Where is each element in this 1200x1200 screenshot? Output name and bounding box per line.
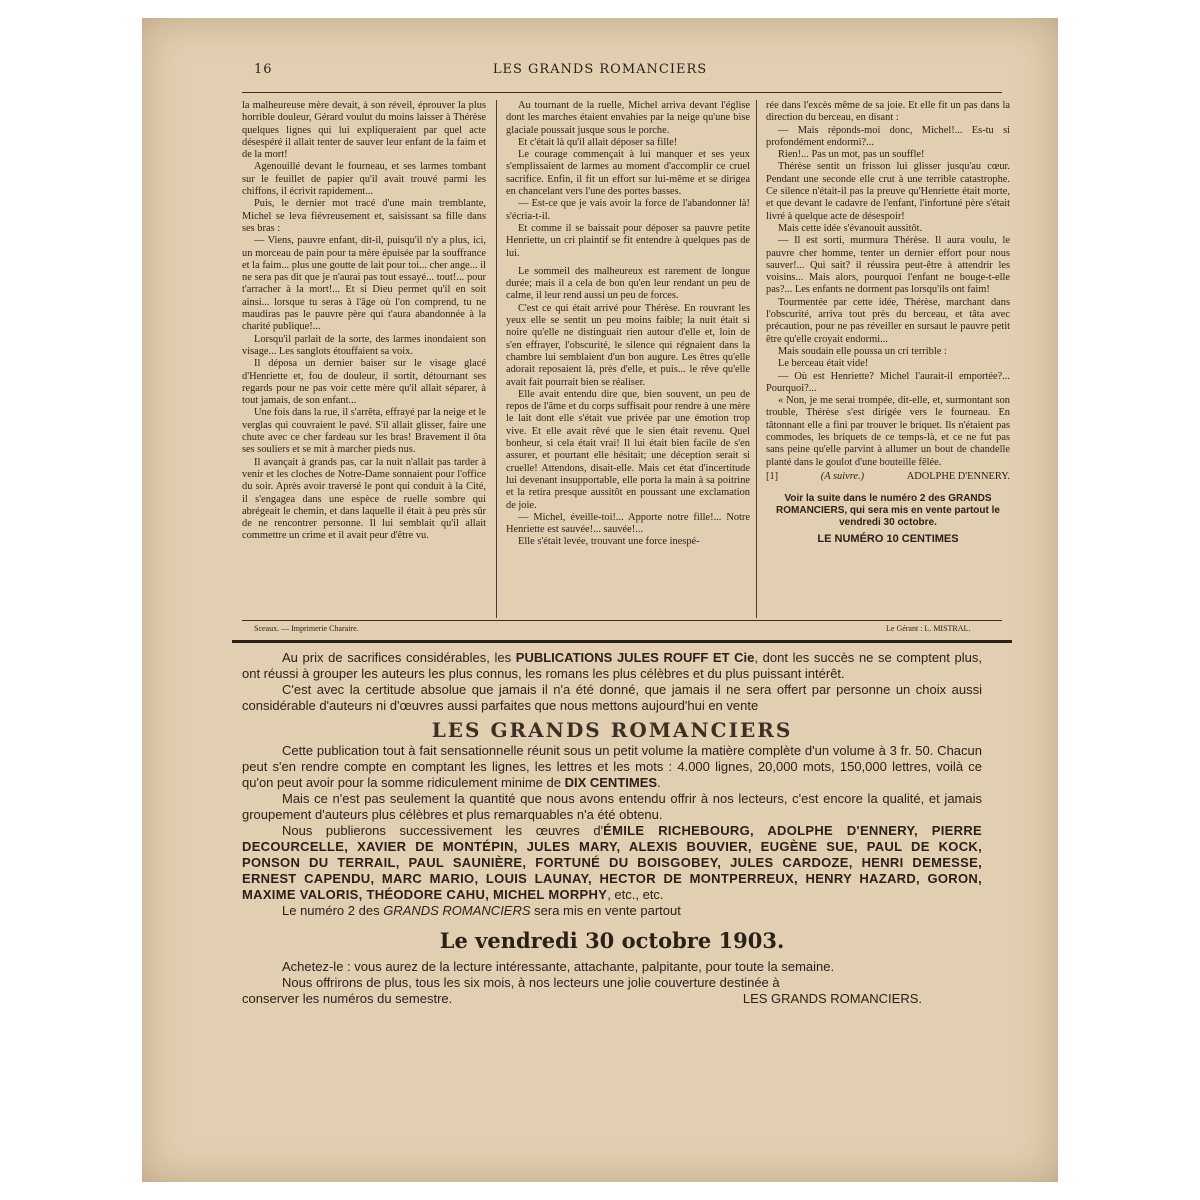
printer-imprint: Sceaux. — Imprimerie Charaire.	[254, 624, 359, 633]
paragraph: rée dans l'excès même de sa joie. Et elle fit un pas dans la direction du berceau, en disant :	[766, 100, 1010, 124]
paragraph: Le sommeil des malheureux est rarement de longue durée; mais il a cela de bon qu'en leur rendant un peu de calme, il leur rend aussi un peu de forces.	[506, 265, 750, 302]
manager-imprint: Le Gérant : L. MISTRAL.	[886, 624, 971, 633]
next-issue-notice: Voir la suite dans le numéro 2 des GRANDS ROMANCIERS, qui sera mis en vente partout le vendredi 30 octobre.	[776, 493, 1000, 529]
to-follow-note: (A suivre.)	[820, 470, 865, 482]
ad-text: Le numéro 2 des	[282, 903, 384, 918]
story-signature	[766, 471, 1010, 483]
paragraph: Elle s'était levée, trouvant une force inespé-	[518, 536, 700, 548]
paragraph: — Michel, éveille-toi!... Apporte notre fille!... Notre Henriette est sauvée!... sauvée!...	[506, 511, 750, 536]
column-divider	[496, 100, 497, 618]
paragraph: Il déposa un dernier baiser sur le visage glacé d'Henriette et, fou de douleur, il sortit, détournant ses regards pour ne pas voir cette mère qu'il allait séparer, à tout jamais, de son enfant...	[242, 358, 486, 407]
author-list: ÉMILE RICHEBOURG, ADOLPHE D'ENNERY, PIERRE DECOURCELLE, XAVIER DE MONTÉPIN, JULES MARY, ALEXIS BOUVIER, EUGÈNE SUE, PAUL DE KOCK, PONSON DU TERRAIL, PAUL SAUNIÈRE, FORTUNÉ DU BOISGOBEY, JULES CARDOZE, HENRI DEMESSE, ERNEST CAPENDU, MARC MARIO, LOUIS LAUNAY, HECTOR DE MONTPERREUX, HENRY HAZARD, GORON, MAXIME VALORIS, THÉODORE CAHU, MICHEL MORPHY	[242, 823, 982, 902]
running-title: LES GRANDS ROMANCIERS	[492, 62, 708, 77]
ad-signoff: LES GRANDS ROMANCIERS.	[742, 991, 922, 1006]
paragraph: Au tournant de la ruelle, Michel arriva devant l'église dont les marches étaient envahies par la neige qu'une bise glaciale poussait jusque sous le porche.	[506, 100, 750, 136]
imprint-rule	[242, 620, 1002, 621]
ad-paragraph: Nous offrirons de plus, tous les six mois, à nos lecteurs une jolie couverture destinée à	[282, 975, 780, 990]
paragraph: C'est ce qui était arrivé pour Thérèse. En rouvrant les yeux elle se sentit un peu moins faible; la nuit était si noire qu'elle ne distinguait rien autour d'elle et, loin de s'en effrayer, l'obscurité, le silence qui régnaient dans la chambre lui semblaient d'un bon augure. Les êtres qu'elle adorait reposaient là, près d'elle, et puis... le rêve qu'elle avait fait pourrait bien se réaliser.	[506, 302, 750, 388]
paragraph: Thérèse sentit un frisson lui glisser jusqu'au cœur. Pendant une seconde elle crut à une terrible catastrophe. Ce silence n'était-il pas la preuve qu'Henriette était morte, et que devant le cadavre de l'enfant, l'infortuné père s'était livré à quelque acte de désespoir!	[766, 161, 1010, 222]
ad-paragraph	[242, 743, 982, 791]
paragraph: Tourmentée par cette idée, Thérèse, marchant dans l'obscurité, arriva tout près du berceau, et tâta avec précaution, pour ne pas réveiller en sursaut le pauvre petit être qu'elle croyait endormi...	[766, 296, 1010, 345]
release-date: Le vendredi 30 octobre 1903.	[439, 928, 785, 953]
footnote-marker: [1]	[766, 470, 779, 482]
publication-title: GRANDS ROMANCIERS	[383, 903, 531, 918]
ad-text: Nous publierons successivement les œuvres d'	[282, 823, 604, 838]
paragraph: Mais cette idée s'évanouit aussitôt.	[778, 222, 923, 234]
header-rule	[242, 92, 1002, 93]
paragraph: Le berceau était vide!	[778, 358, 869, 370]
section-divider	[232, 640, 1012, 643]
page-number: 16	[254, 62, 273, 77]
issue-price: LE NUMÉRO 10 CENTIMES	[817, 533, 959, 546]
paragraph: Mais soudain elle poussa un cri terrible :	[778, 345, 947, 357]
paragraph: — Est-ce que je vais avoir la force de l'abandonner là! s'écria-t-il.	[506, 198, 750, 222]
ad-paragraph	[242, 823, 982, 903]
paragraph: — Où est Henriette? Michel l'aurait-il emportée?... Pourquoi?...	[766, 370, 1010, 394]
paragraph: Elle avait entendu dire que, bien souvent, un peu de repos de l'âme et du corps suffisait pour rendre à une mère le lait dont elle s'était vue privée par une émotion trop vive. Et elle avait rêvé que le sien était revenu. Quel bonheur, si cela était vrai! Il lui était bien facile de s'en assurer, et pourtant elle hésitait; une déception serait si cruelle! Attendons, disait-elle. Mais cet état d'incertitude lui devenant insupportable, elle porta la main à sa poitrine et la retira presque aussitôt en poussant une exclamation de joie.	[506, 388, 750, 511]
paragraph: Puis, le dernier mot tracé d'une main tremblante, Michel se leva fiévreusement et, saisissant sa fille dans ses bras :	[242, 198, 486, 234]
story-author: ADOLPHE D'ENNERY.	[906, 470, 1010, 482]
text-column-3	[766, 100, 1010, 620]
paragraph: Lorsqu'il parlait de la sorte, des larmes inondaient son visage... Les sanglots étouffaient sa voix.	[242, 333, 486, 357]
ad-text: , etc., etc.	[607, 887, 664, 902]
text-column-2	[506, 100, 750, 620]
paragraph: la malheureuse mère devait, à son réveil, éprouver la plus horrible douleur, Gérard voulut du moins laisser à Thérèse quelques lignes qui lui expliqueraient par quel acte désespéré il allait tenter de sauver leur enfant de la faim et de la mort!	[242, 100, 486, 161]
newspaper-page	[142, 18, 1058, 1182]
paragraph: Une fois dans la rue, il s'arrêta, effrayé par la neige et le verglas qui couvraient le pavé. S'il allait glisser, faire une chute avec ce cher fardeau sur les bras! Bravement il ôta ses souliers et se mit à marcher pieds nus.	[242, 407, 486, 456]
paragraph: Le courage commençait à lui manquer et ses yeux s'emplissaient de larmes au moment d'accomplir ce cruel sacrifice. Enfin, il fit un effort sur lui-même et se dirigea en chancelant vers l'une des portes basses.	[506, 149, 750, 198]
ad-text: Au prix de sacrifices considérables, les	[282, 650, 516, 665]
ad-paragraph: Achetez-le : vous aurez de la lecture intéressante, attachante, palpitante, pour toute la semaine.	[282, 959, 835, 974]
advertisement	[242, 650, 982, 1007]
ad-paragraph	[242, 650, 982, 682]
ad-text: .	[657, 775, 661, 790]
paragraph: Et c'était là qu'il allait déposer sa fille!	[518, 136, 678, 148]
ad-text: , dont les succès ne se comptent plus, ont réussi à grouper les auteurs les plus connus, les romans les plus célèbres et du plus puissant intérêt.	[242, 650, 982, 681]
ad-paragraph	[242, 903, 982, 919]
price-emphasis: DIX CENTIMES	[564, 775, 658, 790]
ad-paragraph: C'est avec la certitude absolue que jamais il n'a été donné, que jamais il ne sera offert par personne un choix aussi considérable d'auteurs ni d'œuvres aussi parfaites que nous mettons aujourd'hui en vente	[242, 682, 982, 713]
paragraph: Agenouillé devant le fourneau, et ses larmes tombant sur le feuillet de papier qu'il avait trouvé parmi les chiffons, il écrivit rapidement...	[242, 161, 486, 198]
ad-paragraph: Mais ce n'est pas seulement la quantité que nous avons entendu offrir à nos lecteurs, c'est encore la qualité, et jamais groupement d'auteurs plus célèbres et plus remarquables n'a été obtenu.	[242, 791, 982, 822]
ad-closing	[242, 991, 982, 1007]
paragraph: « Non, je me serai trompée, dit-elle, et, surmontant son trouble, Thérèse s'est dirigée vers le fourneau. En tâtonnant elle a fini par trouver le briquet. Ils n'étaient pas commodes, les briquets de ce temps-là, et ce ne fut pas sans peine qu'elle parvint à allumer un bout de chandelle planté dans le goulot d'une bouteille fêlée.	[766, 395, 1010, 468]
paragraph: — Mais réponds-moi donc, Michel!... Es-tu si profondément endormi?...	[766, 124, 1010, 148]
column-divider	[756, 100, 757, 618]
text-column-1	[242, 100, 486, 620]
paragraph: — Il est sorti, murmura Thérèse. Il aura voulu, le pauvre cher homme, tenter un dernier effort pour nous sauver!... Qui sait? il réussira peut-être à attendrir les voisins... Mais alors, pourquoi l'enfant ne bouge-t-elle pas?... Les enfants ne dorment pas lorsqu'ils ont faim!	[766, 235, 1010, 296]
ad-text: Cette publication tout à fait sensationnelle réunit sous un petit volume la matière complète d'un volume à 3 fr. 50. Chacun peut s'en rendre compte en comptant les lignes, les lettres et les mots : 4.000 lignes, 20,000 mots, 150,000 lettres, voilà ce qu'on peut avoir pour la somme ridiculement minime de	[242, 743, 982, 790]
paragraph: Et comme il se baissait pour déposer sa pauvre petite Henriette, un cri plaintif se fit entendre à quelques pas de lui.	[506, 222, 750, 259]
publisher-name: PUBLICATIONS JULES ROUFF ET Cie	[515, 650, 755, 665]
paragraph: Il avançait à grands pas, car la nuit n'allait pas tarder à venir et les cloches de Notre-Dame sonnaient pour l'office du soir. Après avoir traversé le pont qui conduit à la Cité, il s'engagea dans une espèce de ruelle sombre qui abrégeait le chemin, et dans laquelle il était à peu près sûr de ne rencontrer personne. Il lui semblait qu'il allait commettre un crime et il avait peur d'être vu.	[242, 456, 486, 542]
page-header	[142, 62, 1058, 84]
ad-text: sera mis en vente partout	[530, 903, 681, 918]
ad-text: conserver les numéros du semestre.	[242, 991, 453, 1006]
ad-heading: LES GRANDS ROMANCIERS	[431, 718, 793, 742]
paragraph: — Viens, pauvre enfant, dit-il, puisqu'il n'y a plus, ici, un morceau de pain pour ta mère épuisée par la souffrance et la faim... plus une goutte de lait pour toi... cher ange... il ne sera pas dit que je n'aurai pas tout essayé... tout!... pour t'arracher à la mort!... Et si Dieu permet qu'il en soit ainsi... lorsque tu seras à l'âge où l'on comprend, tu ne maudiras pas le pauvre père qui t'aura abandonnée à la charité publique!...	[242, 235, 486, 333]
paragraph: Rien!... Pas un mot, pas un souffle!	[778, 149, 925, 161]
